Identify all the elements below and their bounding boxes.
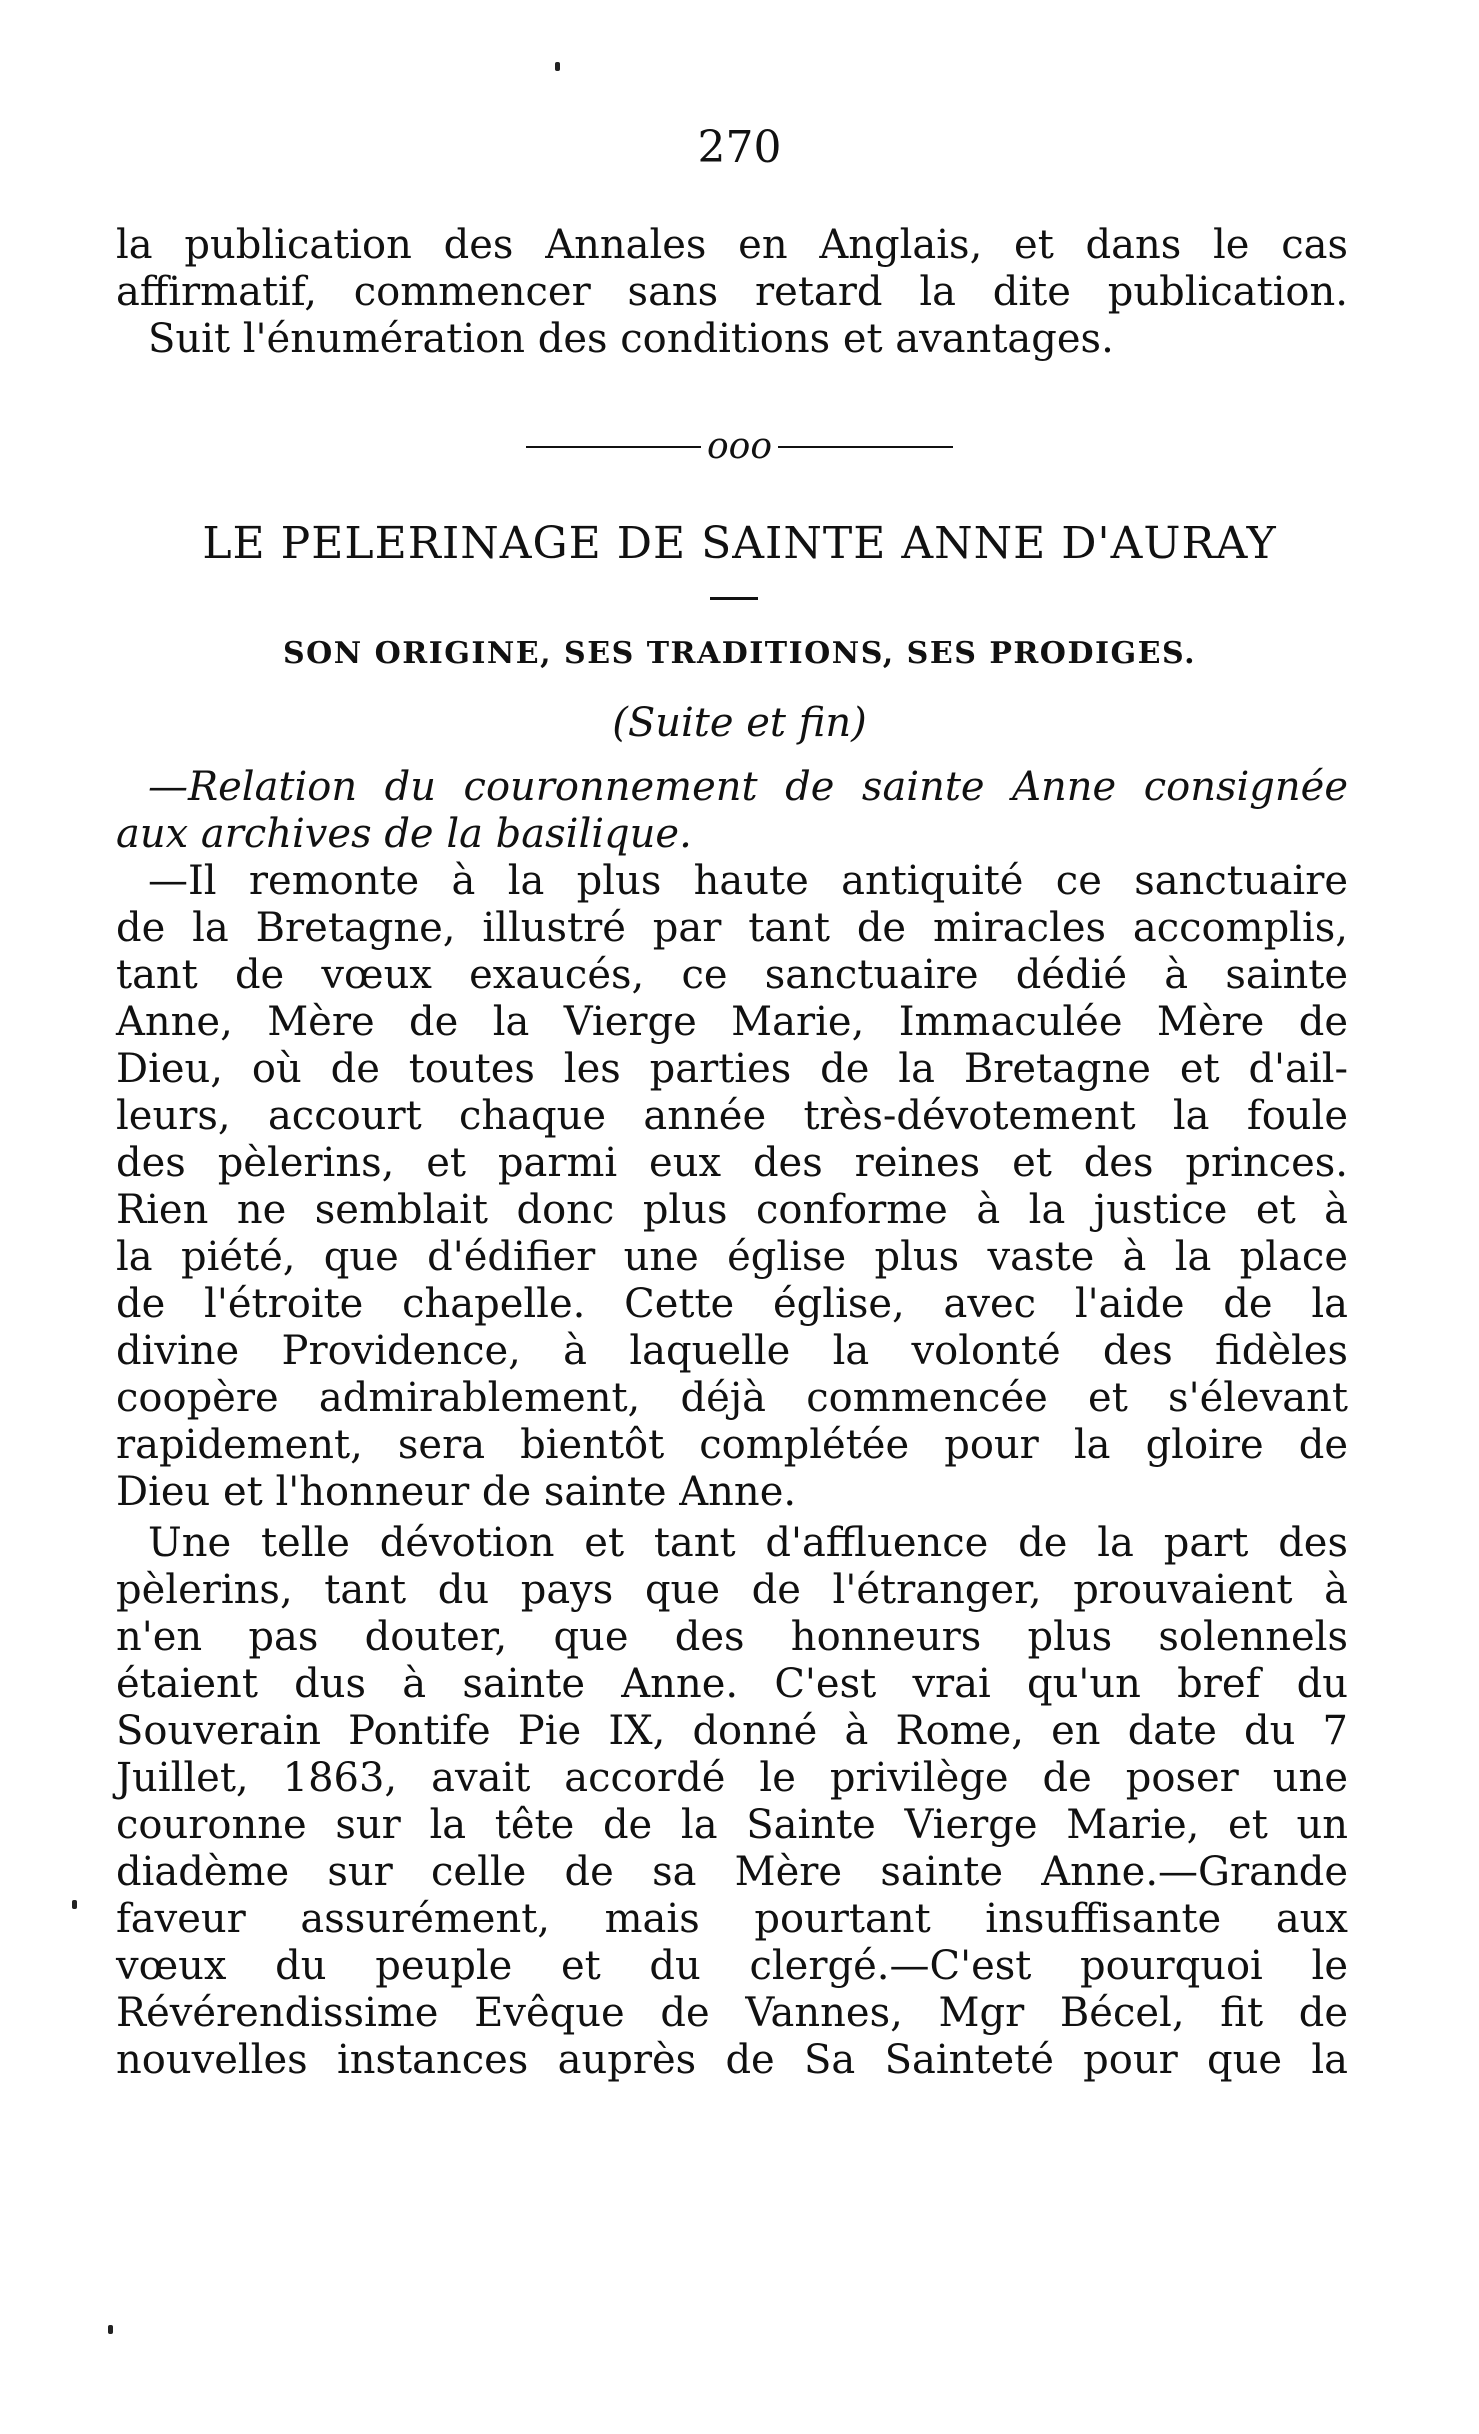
body-line: étaient dus à sainte Anne. C'est vrai qu'un bref du: [116, 1661, 1348, 1707]
intro-line: Suit l'énumération des conditions et avantages.: [148, 316, 1114, 362]
body-line: Juillet, 1863, avait accordé le privilège de poser une: [116, 1755, 1348, 1801]
ink-speck-top: [555, 62, 560, 71]
body-line: leurs, accourt chaque année très-dévotement la foule: [116, 1093, 1348, 1139]
body-line: coopère admirablement, déjà commencée et s'élevant: [116, 1375, 1348, 1421]
relation-line: aux archives de la basilique.: [116, 811, 692, 857]
intro-line: affirmatif, commencer sans retard la dite publication.: [116, 269, 1348, 315]
body-line: des pèlerins, et parmi eux des reines et des princes.: [116, 1140, 1348, 1186]
title-dash: [710, 597, 758, 600]
section-subtitle: SON ORIGINE, SES TRADITIONS, SES PRODIGES.: [282, 636, 1197, 671]
page-number: 270: [697, 122, 782, 173]
body-line: Une telle dévotion et tant d'affluence de la part des: [148, 1520, 1348, 1566]
body-line: Anne, Mère de la Vierge Marie, Immaculée Mère de: [116, 999, 1348, 1045]
ink-speck-left-margin: [72, 1900, 77, 1909]
paragraph-2: [116, 1520, 1348, 2084]
body-line: pèlerins, tant du pays que de l'étranger, prouvaient à: [116, 1567, 1348, 1613]
body-line: Révérendissime Evêque de Vannes, Mgr Bécel, fit de: [116, 1990, 1348, 2036]
body-line: Souverain Pontife Pie IX, donné à Rome, en date du 7: [116, 1708, 1348, 1754]
body-line: couronne sur la tête de la Sainte Vierge Marie, et un: [116, 1802, 1348, 1848]
body-line: n'en pas douter, que des honneurs plus solennels: [116, 1614, 1348, 1660]
body-line: faveur assurément, mais pourtant insuffisante aux: [116, 1896, 1348, 1942]
body-line: de l'étroite chapelle. Cette église, avec l'aide de la: [116, 1281, 1348, 1327]
body-line: Rien ne semblait donc plus conforme à la justice et à: [116, 1187, 1348, 1233]
relation-heading: [116, 764, 1348, 858]
body-line: divine Providence, à laquelle la volonté des fidèles: [116, 1328, 1348, 1374]
ink-speck-bottom: [108, 2325, 113, 2334]
section-title: LE PELERINAGE DE SAINTE ANNE D'AURAY: [202, 518, 1277, 569]
separator-rule-left: [526, 446, 701, 448]
intro-line: la publication des Annales en Anglais, et dans le cas: [116, 222, 1348, 268]
body-line: nouvelles instances auprès de Sa Sainteté pour que la: [116, 2037, 1348, 2083]
body-line: la piété, que d'édifier une église plus vaste à la place: [116, 1234, 1348, 1280]
body-line: Dieu, où de toutes les parties de la Bretagne et d'ail-: [116, 1046, 1348, 1092]
body-line: vœux du peuple et du clergé.—C'est pourquoi le: [116, 1943, 1348, 1989]
body-line: de la Bretagne, illustré par tant de miracles accomplis,: [116, 905, 1348, 951]
separator-rule-right: [778, 446, 953, 448]
relation-line: —Relation du couronnement de sainte Anne consignée: [148, 764, 1348, 810]
intro-paragraph: [116, 222, 1348, 363]
body-line: diadème sur celle de sa Mère sainte Anne.—Grande: [116, 1849, 1348, 1895]
separator-text: ooo: [706, 426, 773, 467]
body-line: tant de vœux exaucés, ce sanctuaire dédié à sainte: [116, 952, 1348, 998]
paragraph-1: [116, 858, 1348, 1516]
section-separator: [0, 422, 1479, 472]
body-line: —Il remonte à la plus haute antiquité ce sanctuaire: [148, 858, 1348, 904]
suite-et-fin: (Suite et fin): [612, 700, 867, 746]
body-line: Dieu et l'honneur de sainte Anne.: [116, 1469, 797, 1515]
body-line: rapidement, sera bientôt complétée pour la gloire de: [116, 1422, 1348, 1468]
